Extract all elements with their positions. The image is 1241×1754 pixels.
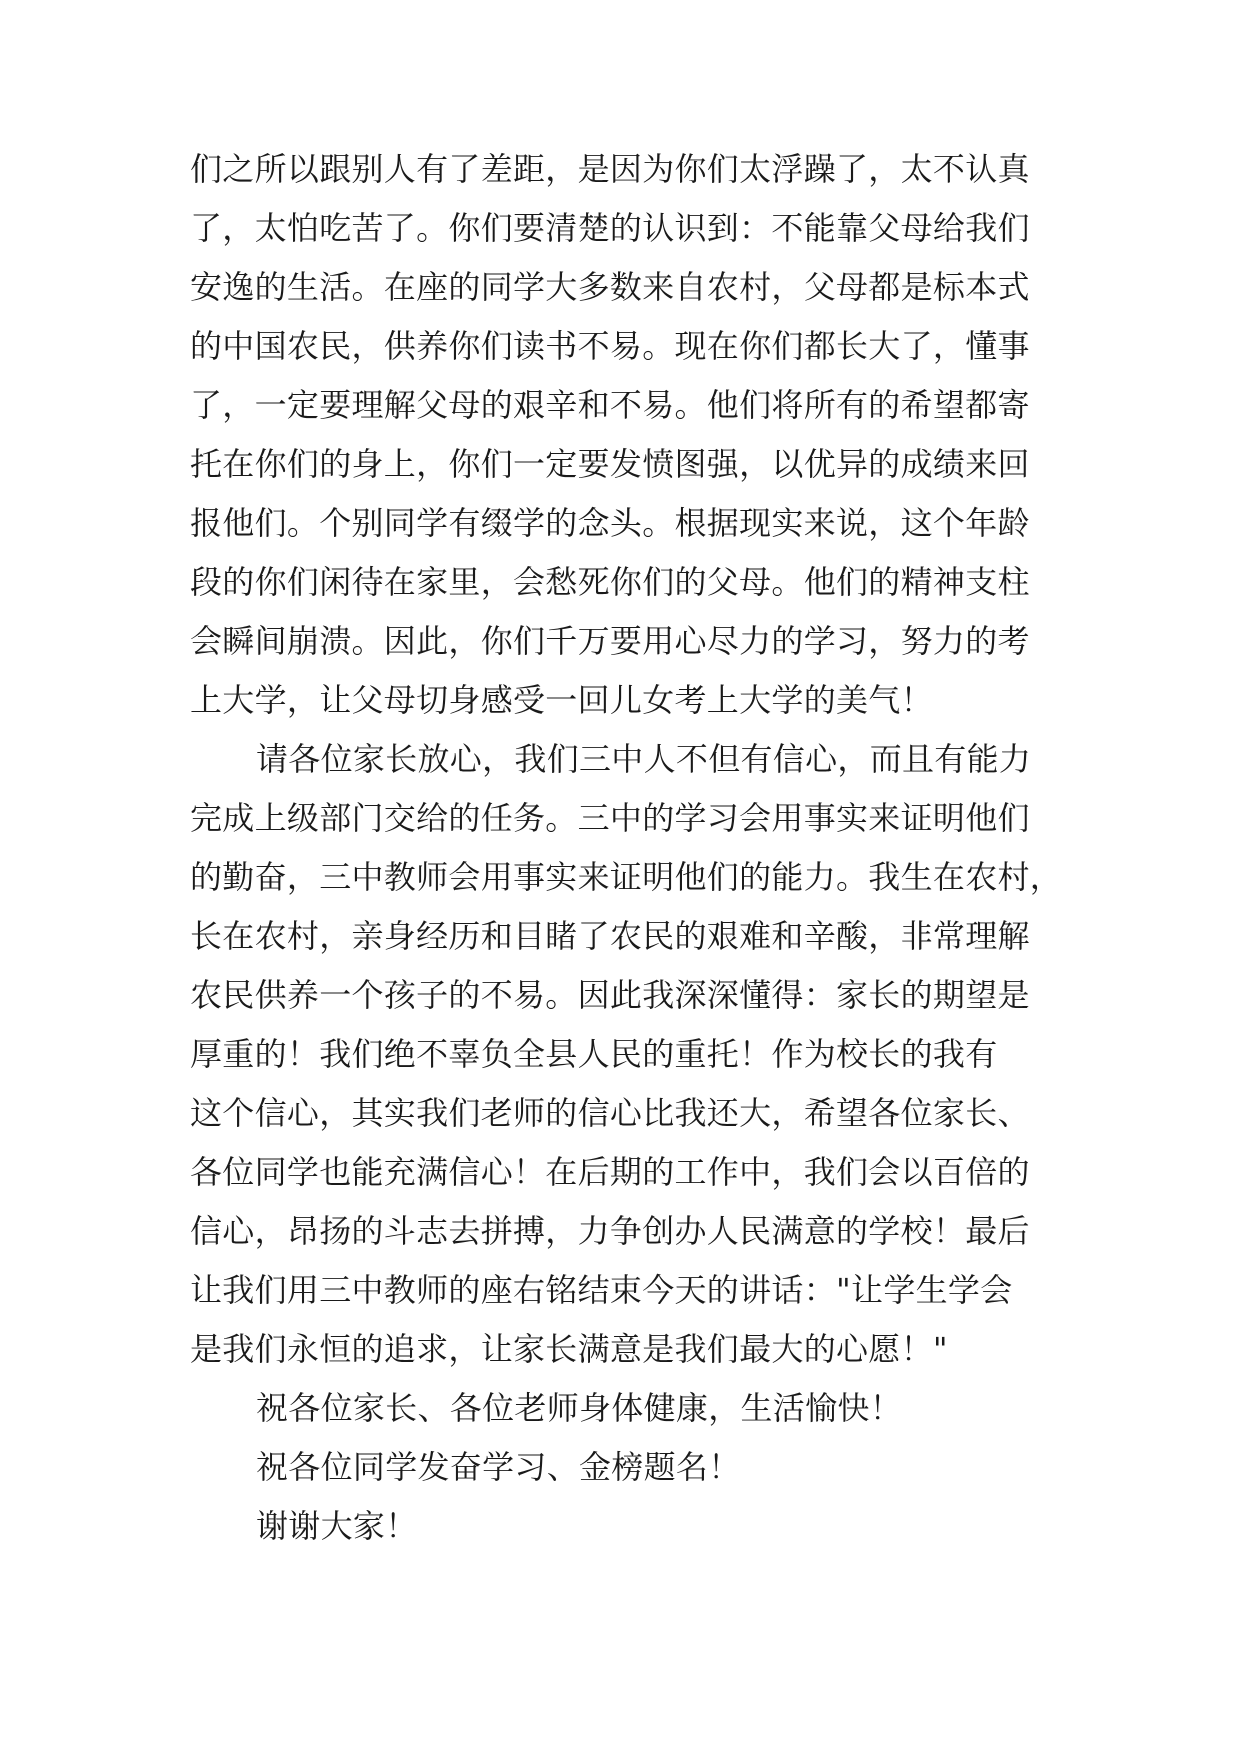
closing-thanks-line: 谢谢大家！ xyxy=(256,1507,418,1545)
text-line: 厚重的！我们绝不辜负全县人民的重托！作为校长的我有 xyxy=(190,1035,998,1073)
text-line: 了，太怕吃苦了。你们要清楚的认识到：不能靠父母给我们 xyxy=(190,209,1030,247)
text-line: 这个信心，其实我们老师的信心比我还大，希望各位家长、 xyxy=(190,1094,1030,1132)
text-line: 们之所以跟别人有了差距，是因为你们太浮躁了，太不认真 xyxy=(190,150,1030,188)
text-line: 了，一定要理解父母的艰辛和不易。他们将所有的希望都寄 xyxy=(190,386,1030,424)
text-line: 农民供养一个孩子的不易。因此我深深懂得：家长的期望是 xyxy=(190,976,1030,1014)
closing-wish-line: 祝各位家长、各位老师身体健康，生活愉快！ xyxy=(256,1389,903,1427)
text-line: 信心，昂扬的斗志去拼搏，力争创办人民满意的学校！最后 xyxy=(190,1212,1030,1250)
text-line: 各位同学也能充满信心！在后期的工作中，我们会以百倍的 xyxy=(190,1153,1030,1191)
text-line: 让我们用三中教师的座右铭结束今天的讲话："让学生学会 xyxy=(190,1271,1013,1309)
text-line: 段的你们闲待在家里，会愁死你们的父母。他们的精神支柱 xyxy=(190,563,1030,601)
text-line: 上大学，让父母切身感受一回儿女考上大学的美气！ xyxy=(190,681,933,719)
text-line: 完成上级部门交给的任务。三中的学习会用事实来证明他们 xyxy=(190,799,1030,837)
text-line: 报他们。个别同学有缀学的念头。根据现实来说，这个年龄 xyxy=(190,504,1030,542)
closing-wish-line: 祝各位同学发奋学习、金榜题名！ xyxy=(256,1448,741,1486)
text-line: 长在农村，亲身经历和目睹了农民的艰难和辛酸，非常理解 xyxy=(190,917,1030,955)
text-line: 托在你们的身上，你们一定要发愤图强，以优异的成绩来回 xyxy=(190,445,1030,483)
text-line: 的勤奋，三中教师会用事实来证明他们的能力。我生在农村， xyxy=(190,858,1063,896)
text-line: 是我们永恒的追求，让家长满意是我们最大的心愿！" xyxy=(190,1330,948,1368)
paragraph-first-line: 请各位家长放心，我们三中人不但有信心，而且有能力 xyxy=(256,740,1032,778)
text-line: 安逸的生活。在座的同学大多数来自农村，父母都是标本式 xyxy=(190,268,1030,306)
text-line: 会瞬间崩溃。因此，你们千万要用心尽力的学习，努力的考 xyxy=(190,622,1030,660)
text-line: 的中国农民，供养你们读书不易。现在你们都长大了，懂事 xyxy=(190,327,1030,365)
